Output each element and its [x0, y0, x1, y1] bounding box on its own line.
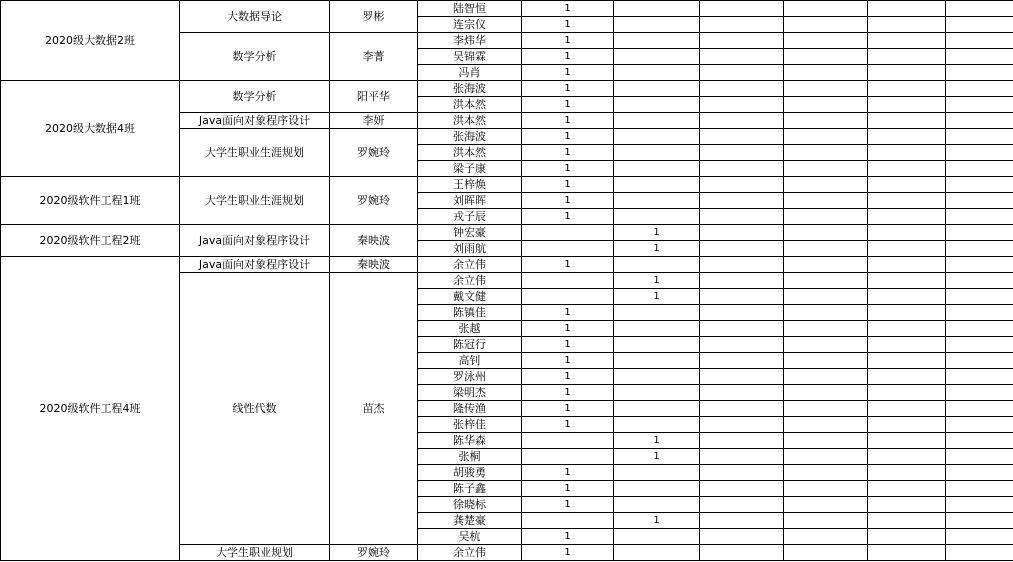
value-cell-b[interactable]: [614, 129, 700, 145]
empty-cell[interactable]: [700, 225, 784, 241]
empty-cell[interactable]: [784, 289, 868, 305]
empty-cell[interactable]: [946, 497, 1013, 513]
empty-cell[interactable]: [868, 305, 946, 321]
value-cell-a[interactable]: 1: [522, 65, 614, 81]
empty-cell[interactable]: [700, 289, 784, 305]
student-name-cell[interactable]: 陆智恒: [418, 1, 522, 17]
empty-cell[interactable]: [784, 177, 868, 193]
student-name-cell[interactable]: 徐晓标: [418, 497, 522, 513]
value-cell-b[interactable]: [614, 209, 700, 225]
empty-cell[interactable]: [784, 433, 868, 449]
value-cell-b[interactable]: [614, 497, 700, 513]
empty-cell[interactable]: [700, 1, 784, 17]
empty-cell[interactable]: [700, 33, 784, 49]
value-cell-a[interactable]: [522, 289, 614, 305]
empty-cell[interactable]: [700, 161, 784, 177]
empty-cell[interactable]: [868, 273, 946, 289]
empty-cell[interactable]: [946, 289, 1013, 305]
student-name-cell[interactable]: 戴文健: [418, 289, 522, 305]
empty-cell[interactable]: [784, 369, 868, 385]
empty-cell[interactable]: [868, 497, 946, 513]
teacher-cell[interactable]: 罗婉玲: [330, 177, 418, 225]
value-cell-b[interactable]: 1: [614, 241, 700, 257]
course-cell[interactable]: Java面向对象程序设计: [180, 113, 330, 129]
value-cell-b[interactable]: [614, 401, 700, 417]
empty-cell[interactable]: [784, 193, 868, 209]
value-cell-b[interactable]: 1: [614, 449, 700, 465]
value-cell-b[interactable]: [614, 145, 700, 161]
value-cell-b[interactable]: [614, 545, 700, 561]
empty-cell[interactable]: [946, 353, 1013, 369]
teacher-cell[interactable]: 李菁: [330, 33, 418, 81]
value-cell-b[interactable]: [614, 177, 700, 193]
empty-cell[interactable]: [868, 1, 946, 17]
value-cell-b[interactable]: [614, 337, 700, 353]
table-row: [1, 81, 1013, 97]
student-name-cell[interactable]: 洪本然: [418, 97, 522, 113]
empty-cell[interactable]: [784, 81, 868, 97]
value-cell-a[interactable]: 1: [522, 545, 614, 561]
empty-cell[interactable]: [946, 369, 1013, 385]
empty-cell[interactable]: [784, 465, 868, 481]
empty-cell[interactable]: [868, 465, 946, 481]
empty-cell[interactable]: [784, 449, 868, 465]
value-cell-a[interactable]: [522, 273, 614, 289]
empty-cell[interactable]: [784, 385, 868, 401]
empty-cell[interactable]: [946, 337, 1013, 353]
value-cell-b[interactable]: [614, 353, 700, 369]
course-cell[interactable]: 大学生职业规划: [180, 545, 330, 561]
empty-cell[interactable]: [868, 161, 946, 177]
empty-cell[interactable]: [946, 529, 1013, 545]
value-cell-b[interactable]: [614, 481, 700, 497]
empty-cell[interactable]: [784, 209, 868, 225]
empty-cell[interactable]: [868, 209, 946, 225]
student-name-cell[interactable]: 洪本然: [418, 145, 522, 161]
student-name-cell[interactable]: 吴锦霖: [418, 49, 522, 65]
student-name-cell[interactable]: 余立伟: [418, 273, 522, 289]
student-name-cell[interactable]: 陈冠行: [418, 337, 522, 353]
empty-cell[interactable]: [946, 65, 1013, 81]
value-cell-a[interactable]: 1: [522, 113, 614, 129]
empty-cell[interactable]: [946, 481, 1013, 497]
value-cell-a[interactable]: 1: [522, 497, 614, 513]
teacher-cell[interactable]: 罗婉玲: [330, 545, 418, 561]
course-cell[interactable]: Java面向对象程序设计: [180, 257, 330, 273]
value-cell-a[interactable]: [522, 433, 614, 449]
value-cell-a[interactable]: 1: [522, 161, 614, 177]
empty-cell[interactable]: [946, 465, 1013, 481]
value-cell-b[interactable]: [614, 257, 700, 273]
student-name-cell[interactable]: 罗泳州: [418, 369, 522, 385]
value-cell-b[interactable]: 1: [614, 513, 700, 529]
value-cell-b[interactable]: 1: [614, 273, 700, 289]
empty-cell[interactable]: [946, 513, 1013, 529]
student-name-cell[interactable]: 戎子辰: [418, 209, 522, 225]
teacher-cell[interactable]: 秦映波: [330, 257, 418, 273]
empty-cell[interactable]: [946, 193, 1013, 209]
empty-cell[interactable]: [700, 145, 784, 161]
value-cell-a[interactable]: 1: [522, 209, 614, 225]
value-cell-a[interactable]: 1: [522, 369, 614, 385]
value-cell-a[interactable]: 1: [522, 353, 614, 369]
class-cell[interactable]: 2020级大数据4班: [1, 81, 180, 177]
empty-cell[interactable]: [946, 545, 1013, 561]
empty-cell[interactable]: [868, 17, 946, 33]
value-cell-a[interactable]: 1: [522, 49, 614, 65]
empty-cell[interactable]: [784, 417, 868, 433]
empty-cell[interactable]: [868, 33, 946, 49]
empty-cell[interactable]: [868, 513, 946, 529]
value-cell-b[interactable]: [614, 161, 700, 177]
empty-cell[interactable]: [868, 65, 946, 81]
empty-cell[interactable]: [700, 545, 784, 561]
empty-cell[interactable]: [700, 321, 784, 337]
student-name-cell[interactable]: 张桐: [418, 449, 522, 465]
empty-cell[interactable]: [784, 353, 868, 369]
value-cell-a[interactable]: [522, 241, 614, 257]
table-row: [1, 225, 1013, 241]
empty-cell[interactable]: [868, 401, 946, 417]
empty-cell[interactable]: [784, 513, 868, 529]
value-cell-a[interactable]: 1: [522, 401, 614, 417]
value-cell-b[interactable]: [614, 193, 700, 209]
empty-cell[interactable]: [700, 481, 784, 497]
value-cell-a[interactable]: [522, 449, 614, 465]
student-name-cell[interactable]: 陈镇佳: [418, 305, 522, 321]
empty-cell[interactable]: [784, 305, 868, 321]
empty-cell[interactable]: [784, 497, 868, 513]
value-cell-a[interactable]: 1: [522, 177, 614, 193]
empty-cell[interactable]: [868, 385, 946, 401]
student-name-cell[interactable]: 张越: [418, 321, 522, 337]
value-cell-b[interactable]: [614, 65, 700, 81]
value-cell-a[interactable]: 1: [522, 145, 614, 161]
course-cell[interactable]: 数学分析: [180, 33, 330, 81]
empty-cell[interactable]: [784, 401, 868, 417]
empty-cell[interactable]: [868, 145, 946, 161]
empty-cell[interactable]: [868, 545, 946, 561]
student-name-cell[interactable]: 钟宏豪: [418, 225, 522, 241]
course-cell[interactable]: 数学分析: [180, 81, 330, 113]
student-name-cell[interactable]: 李炜华: [418, 33, 522, 49]
empty-cell[interactable]: [784, 337, 868, 353]
empty-cell[interactable]: [946, 209, 1013, 225]
teacher-cell[interactable]: 秦映波: [330, 225, 418, 257]
empty-cell[interactable]: [784, 33, 868, 49]
teacher-cell[interactable]: 阳平华: [330, 81, 418, 113]
value-cell-a[interactable]: 1: [522, 481, 614, 497]
empty-cell[interactable]: [946, 145, 1013, 161]
empty-cell[interactable]: [700, 193, 784, 209]
value-cell-b[interactable]: [614, 529, 700, 545]
value-cell-a[interactable]: 1: [522, 385, 614, 401]
empty-cell[interactable]: [700, 497, 784, 513]
empty-cell[interactable]: [868, 97, 946, 113]
empty-cell[interactable]: [946, 33, 1013, 49]
empty-cell[interactable]: [868, 417, 946, 433]
empty-cell[interactable]: [700, 513, 784, 529]
empty-cell[interactable]: [946, 401, 1013, 417]
value-cell-a[interactable]: 1: [522, 33, 614, 49]
empty-cell[interactable]: [868, 49, 946, 65]
empty-cell[interactable]: [700, 337, 784, 353]
empty-cell[interactable]: [868, 289, 946, 305]
empty-cell[interactable]: [946, 225, 1013, 241]
value-cell-b[interactable]: [614, 1, 700, 17]
table-body: [1, 1, 1013, 561]
empty-cell[interactable]: [700, 401, 784, 417]
empty-cell[interactable]: [946, 161, 1013, 177]
empty-cell[interactable]: [946, 273, 1013, 289]
table-row: [1, 257, 1013, 273]
empty-cell[interactable]: [868, 321, 946, 337]
student-name-cell[interactable]: 胡骏勇: [418, 465, 522, 481]
value-cell-b[interactable]: 1: [614, 289, 700, 305]
empty-cell[interactable]: [868, 353, 946, 369]
student-name-cell[interactable]: 冯肖: [418, 65, 522, 81]
table-row: [1, 1, 1013, 17]
value-cell-b[interactable]: [614, 305, 700, 321]
empty-cell[interactable]: [784, 97, 868, 113]
empty-cell[interactable]: [784, 145, 868, 161]
empty-cell[interactable]: [700, 305, 784, 321]
empty-cell[interactable]: [868, 337, 946, 353]
empty-cell[interactable]: [946, 81, 1013, 97]
empty-cell[interactable]: [946, 49, 1013, 65]
empty-cell[interactable]: [700, 465, 784, 481]
student-name-cell[interactable]: 梁明杰: [418, 385, 522, 401]
student-name-cell[interactable]: 龚楚豪: [418, 513, 522, 529]
table-row: [1, 177, 1013, 193]
value-cell-a[interactable]: 1: [522, 1, 614, 17]
value-cell-a[interactable]: 1: [522, 257, 614, 273]
empty-cell[interactable]: [868, 449, 946, 465]
empty-cell[interactable]: [946, 113, 1013, 129]
empty-cell[interactable]: [700, 97, 784, 113]
empty-cell[interactable]: [700, 241, 784, 257]
empty-cell[interactable]: [784, 529, 868, 545]
empty-cell[interactable]: [784, 481, 868, 497]
student-name-cell[interactable]: 洪本然: [418, 113, 522, 129]
value-cell-b[interactable]: [614, 321, 700, 337]
course-cell[interactable]: 大学生职业生涯规划: [180, 129, 330, 177]
value-cell-a[interactable]: 1: [522, 417, 614, 433]
empty-cell[interactable]: [946, 417, 1013, 433]
value-cell-a[interactable]: [522, 225, 614, 241]
student-name-cell[interactable]: 张海波: [418, 81, 522, 97]
student-name-cell[interactable]: 张梓佳: [418, 417, 522, 433]
value-cell-a[interactable]: [522, 513, 614, 529]
empty-cell[interactable]: [868, 241, 946, 257]
empty-cell[interactable]: [784, 321, 868, 337]
empty-cell[interactable]: [868, 433, 946, 449]
value-cell-b[interactable]: [614, 113, 700, 129]
teacher-cell[interactable]: 苗杰: [330, 273, 418, 545]
value-cell-a[interactable]: 1: [522, 81, 614, 97]
empty-cell[interactable]: [946, 321, 1013, 337]
empty-cell[interactable]: [700, 369, 784, 385]
value-cell-b[interactable]: [614, 465, 700, 481]
value-cell-b[interactable]: [614, 33, 700, 49]
empty-cell[interactable]: [700, 353, 784, 369]
teacher-cell[interactable]: 罗婉玲: [330, 129, 418, 177]
empty-cell[interactable]: [700, 49, 784, 65]
value-cell-b[interactable]: [614, 81, 700, 97]
empty-cell[interactable]: [946, 129, 1013, 145]
empty-cell[interactable]: [946, 241, 1013, 257]
value-cell-b[interactable]: 1: [614, 433, 700, 449]
course-cell[interactable]: 线性代数: [180, 273, 330, 545]
student-name-cell[interactable]: 余立伟: [418, 545, 522, 561]
student-name-cell[interactable]: 陈子鑫: [418, 481, 522, 497]
empty-cell[interactable]: [868, 113, 946, 129]
empty-cell[interactable]: [868, 177, 946, 193]
value-cell-a[interactable]: 1: [522, 17, 614, 33]
course-cell[interactable]: 大学生职业生涯规划: [180, 177, 330, 225]
value-cell-a[interactable]: 1: [522, 97, 614, 113]
empty-cell[interactable]: [946, 257, 1013, 273]
student-name-cell[interactable]: 刘晖晖: [418, 193, 522, 209]
empty-cell[interactable]: [784, 17, 868, 33]
empty-cell[interactable]: [868, 529, 946, 545]
empty-cell[interactable]: [700, 433, 784, 449]
empty-cell[interactable]: [868, 481, 946, 497]
value-cell-b[interactable]: [614, 417, 700, 433]
empty-cell[interactable]: [700, 273, 784, 289]
empty-cell[interactable]: [784, 225, 868, 241]
value-cell-b[interactable]: [614, 17, 700, 33]
empty-cell[interactable]: [784, 129, 868, 145]
empty-cell[interactable]: [946, 97, 1013, 113]
student-name-cell[interactable]: 隆传渔: [418, 401, 522, 417]
value-cell-b[interactable]: [614, 369, 700, 385]
empty-cell[interactable]: [700, 385, 784, 401]
class-cell[interactable]: 2020级软件工程4班: [1, 257, 180, 561]
empty-cell[interactable]: [784, 273, 868, 289]
empty-cell[interactable]: [700, 81, 784, 97]
value-cell-a[interactable]: 1: [522, 529, 614, 545]
value-cell-a[interactable]: 1: [522, 305, 614, 321]
empty-cell[interactable]: [784, 49, 868, 65]
empty-cell[interactable]: [868, 369, 946, 385]
value-cell-a[interactable]: 1: [522, 321, 614, 337]
empty-cell[interactable]: [784, 65, 868, 81]
empty-cell[interactable]: [784, 1, 868, 17]
student-name-cell[interactable]: 王梓焕: [418, 177, 522, 193]
empty-cell[interactable]: [700, 529, 784, 545]
empty-cell[interactable]: [784, 161, 868, 177]
empty-cell[interactable]: [700, 113, 784, 129]
empty-cell[interactable]: [700, 449, 784, 465]
student-name-cell[interactable]: 陈华森: [418, 433, 522, 449]
empty-cell[interactable]: [868, 81, 946, 97]
empty-cell[interactable]: [946, 385, 1013, 401]
student-name-cell[interactable]: 梁子康: [418, 161, 522, 177]
empty-cell[interactable]: [700, 257, 784, 273]
empty-cell[interactable]: [946, 433, 1013, 449]
empty-cell[interactable]: [700, 17, 784, 33]
empty-cell[interactable]: [946, 449, 1013, 465]
student-name-cell[interactable]: 余立伟: [418, 257, 522, 273]
empty-cell[interactable]: [700, 177, 784, 193]
empty-cell[interactable]: [868, 129, 946, 145]
empty-cell[interactable]: [946, 1, 1013, 17]
empty-cell[interactable]: [868, 193, 946, 209]
value-cell-a[interactable]: 1: [522, 465, 614, 481]
student-name-cell[interactable]: 连宗仪: [418, 17, 522, 33]
teacher-cell[interactable]: 罗彬: [330, 1, 418, 33]
empty-cell[interactable]: [784, 545, 868, 561]
student-name-cell[interactable]: 张海波: [418, 129, 522, 145]
empty-cell[interactable]: [946, 177, 1013, 193]
teacher-cell[interactable]: 李妍: [330, 113, 418, 129]
empty-cell[interactable]: [700, 209, 784, 225]
value-cell-a[interactable]: 1: [522, 337, 614, 353]
empty-cell[interactable]: [868, 225, 946, 241]
empty-cell[interactable]: [700, 65, 784, 81]
course-cell[interactable]: 大数据导论: [180, 1, 330, 33]
value-cell-a[interactable]: 1: [522, 193, 614, 209]
empty-cell[interactable]: [784, 113, 868, 129]
student-name-cell[interactable]: 刘雨航: [418, 241, 522, 257]
course-cell[interactable]: Java面向对象程序设计: [180, 225, 330, 257]
empty-cell[interactable]: [868, 257, 946, 273]
class-cell[interactable]: 2020级大数据2班: [1, 1, 180, 81]
value-cell-b[interactable]: [614, 385, 700, 401]
class-cell[interactable]: 2020级软件工程1班: [1, 177, 180, 225]
value-cell-b[interactable]: 1: [614, 225, 700, 241]
student-name-cell[interactable]: 吴杭: [418, 529, 522, 545]
empty-cell[interactable]: [946, 305, 1013, 321]
empty-cell[interactable]: [700, 417, 784, 433]
empty-cell[interactable]: [700, 129, 784, 145]
value-cell-a[interactable]: 1: [522, 129, 614, 145]
empty-cell[interactable]: [946, 17, 1013, 33]
empty-cell[interactable]: [784, 257, 868, 273]
student-name-cell[interactable]: 高钊: [418, 353, 522, 369]
empty-cell[interactable]: [784, 241, 868, 257]
class-cell[interactable]: 2020级软件工程2班: [1, 225, 180, 257]
value-cell-b[interactable]: [614, 49, 700, 65]
value-cell-b[interactable]: [614, 97, 700, 113]
